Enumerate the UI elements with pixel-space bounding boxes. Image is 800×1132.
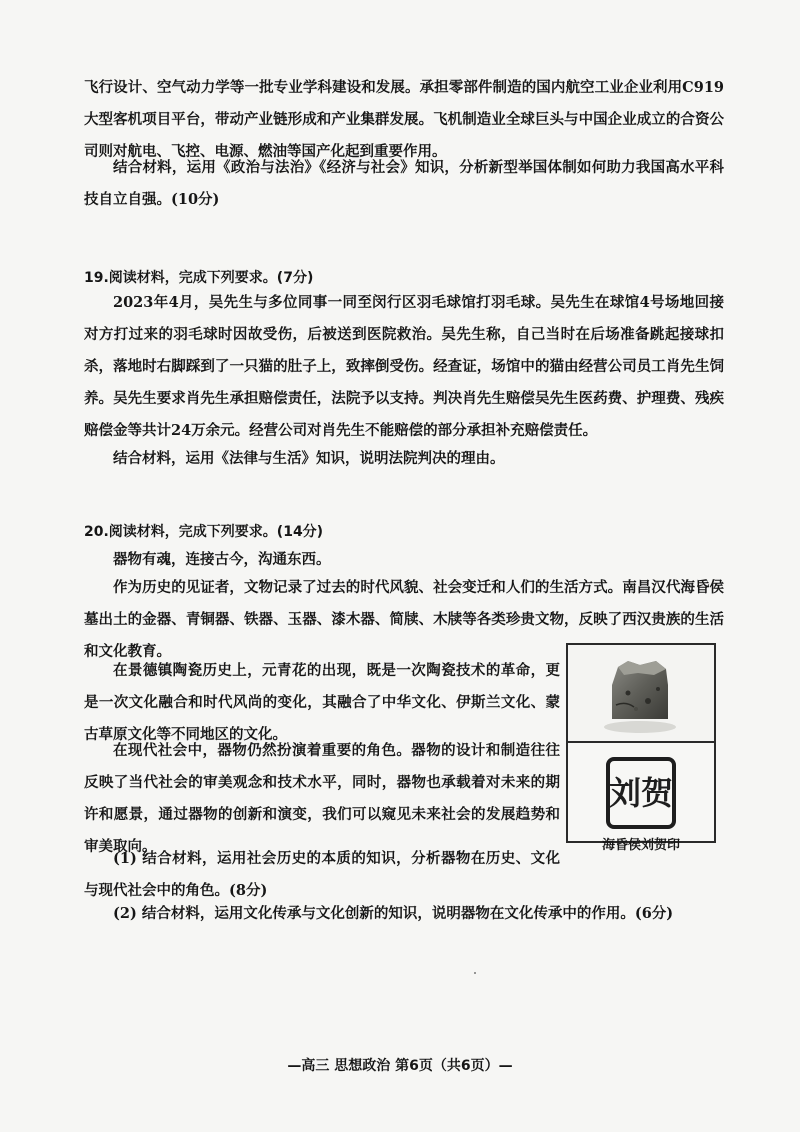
q20-para-1: 作为历史的见证者，文物记录了过去的时代风貌、社会变迁和人们的生活方式。南昌汉代海昏侯墓出土的金器、青铜器、铁器、玉器、漆木器、简牍、木牍等各类珍贵文物，反映了西汉贵族的生活和文化教育。 [84,579,724,660]
seal-caption: 海昏侯刘贺印 [601,838,680,853]
seal-object-image [568,645,714,741]
page-footer: —高三 思想政治 第6页（共6页）— [287,1058,513,1074]
seal-impression [568,743,714,841]
q20-task-1: (1) 结合材料，运用社会历史的本质的知识，分析器物在历史、文化与现代社会中的角色。(8分) [84,850,560,899]
q19-task: 结合材料，运用《法律与生活》知识，说明法院判决的理由。 [113,450,505,467]
q20-para-2: 在景德镇陶瓷历史上，元青花的出现，既是一次陶瓷技术的革命，更是一次文化融合和时代风尚的变化，其融合了中华文化、伊斯兰文化、蒙古草原文化等不同地区的文化。 [84,662,560,743]
seal-characters: 刘贺 [608,774,674,812]
seal-impression-image [568,743,714,841]
q18-material-tail: 飞行设计、空气动力学等一批专业学科建设和发展。承担零部件制造的国内航空工业企业利用C919大型客机项目平台，带动产业链形成和产业集群发展。飞机制造业全球巨头与中国企业成立的合资公司则对航电、飞控、电源、燃油等国产化起到重要作用。 [84,79,724,160]
seal-photo [568,645,714,743]
q20-para-3: 在现代社会中，器物仍然扮演着重要的角色。器物的设计和制造往往反映了当代社会的审美观念和技术水平，同时，器物也承载着对未来的期许和愿景，通过器物的创新和演变，我们可以窥见未来社会的发展趋势和审美取向。 [84,742,560,855]
scan-speck [474,972,476,974]
seal-figure [566,643,716,843]
q20-heading: 20.阅读材料，完成下列要求。(14分) [84,524,324,540]
q19-heading: 19.阅读材料，完成下列要求。(7分) [84,270,314,286]
q19-material: 2023年4月，吴先生与多位同事一同至闵行区羽毛球馆打羽毛球。吴先生在球馆4号场地回接对方打过来的羽毛球时因故受伤，后被送到医院救治。吴先生称，自己当时在后场准备跳起接球扣杀，落地时右脚踩到了一只猫的肚子上，致摔倒受伤。经查证，场馆中的猫由经营公司员工肖先生饲养。吴先生要求肖先生承担赔偿责任，法院予以支持。判决肖先生赔偿吴先生医药费、护理费、残疾赔偿金等共计24万余元。经营公司对肖先生不能赔偿的部分承担补充赔偿责任。 [84,294,724,439]
q20-task-2: (2) 结合材料，运用文化传承与文化创新的知识，说明器物在文化传承中的作用。(6分) [113,905,674,922]
q18-task: 结合材料，运用《政治与法治》《经济与社会》知识，分析新型举国体制如何助力我国高水平科技自立自强。(10分) [84,159,724,208]
q20-lead: 器物有魂，连接古今，沟通东西。 [113,551,331,568]
